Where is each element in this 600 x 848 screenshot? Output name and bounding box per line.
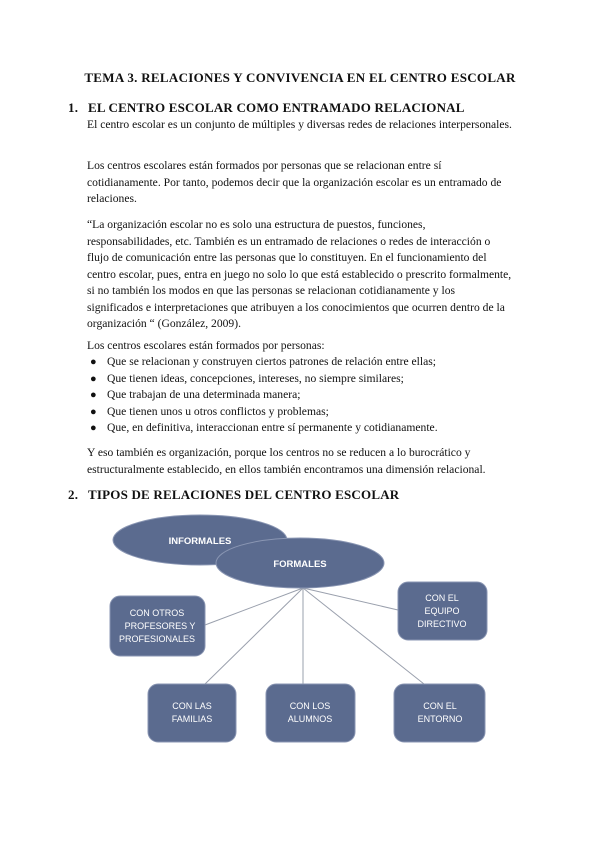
section-2-number: 2.	[68, 487, 79, 502]
entorno-node	[394, 684, 485, 742]
paragraph-quote: “La organización escolar no es solo una estructura de puestos, funciones, responsabilidades, etc. También es un entramado de relaciones o redes de interacción o flujo de comunicación entre las personas que lo constituyen. En el funcionamiento del centro escolar, pues, entra en juego no solo lo que está establecido o prescrito formalmente, si no también los modos en que las personas se relacionan cotidianamente y los significados e interpretaciones que atribuyen a los conocimientos que ocurren dentro de la organización “ (González, 2009).	[87, 218, 512, 330]
alumnos-node	[266, 684, 355, 742]
informales-label: INFORMALES	[168, 536, 232, 547]
directivo-label-1: CON EL	[425, 593, 459, 603]
list-intro: Los centros escolares están formados por personas:	[87, 339, 325, 352]
alumnos-label-2: ALUMNOS	[287, 714, 333, 724]
list-item: ● Que, en definitiva, interaccionan entre sí permanente y cotidianamente.	[87, 420, 517, 437]
bullet-icon: ●	[90, 356, 97, 368]
entorno-label-1: CON EL	[423, 701, 457, 711]
directivo-label-3: DIRECTIVO	[417, 619, 467, 629]
list-item: ● Que trabajan de una determinada manera;	[87, 387, 517, 404]
profesores-label-1: CON OTROS	[129, 608, 185, 618]
familias-label-2: FAMILIAS	[171, 714, 213, 724]
familias-node	[148, 684, 236, 742]
paragraph-intro: El centro escolar es un conjunto de múltiples y diversas redes de relaciones interpersonales.	[87, 118, 512, 131]
page-title: TEMA 3. RELACIONES Y CONVIVENCIA EN EL CENTRO ESCOLAR	[84, 70, 516, 85]
directivo-label-2: EQUIPO	[424, 606, 460, 616]
connector-line	[205, 588, 303, 625]
bullet-icon: ●	[90, 422, 97, 434]
alumnos-label-1: CON LOS	[289, 701, 331, 711]
entorno-label-2: ENTORNO	[417, 714, 463, 724]
formales-label: FORMALES	[273, 559, 327, 570]
section-2-title: TIPOS DE RELACIONES DEL CENTRO ESCOLAR	[88, 487, 400, 502]
bullet-icon: ●	[90, 405, 97, 418]
list-item: ● Que tienen unos u otros conflictos y problemas;	[87, 404, 517, 421]
familias-label-1: CON LAS	[172, 701, 212, 711]
profesores-label-3: PROFESIONALES	[118, 634, 196, 644]
profesores-label-2: PROFESORES Y	[124, 621, 196, 631]
list-item: ● Que se relacionan y construyen ciertos patrones de relación entre ellas;	[87, 354, 517, 371]
bullet-icon: ●	[90, 372, 97, 385]
paragraph-persons: Los centros escolares están formados por personas que se relacionan entre sí cotidianamente. Por tanto, podemos decir que la organización escolar es un entramado de relaciones.	[87, 159, 502, 205]
paragraph-closing: Y eso también es organización, porque los centros no se reducen a lo burocrático y estructuralmente establecido, en ellos también encontramos una dimensión relacional.	[87, 446, 486, 476]
section-1-number: 1.	[68, 100, 79, 115]
section-1-title: EL CENTRO ESCOLAR COMO ENTRAMADO RELACIONAL	[88, 100, 465, 115]
connector-line	[205, 588, 303, 684]
bullet-icon: ●	[90, 389, 97, 401]
diagram-connectors	[205, 588, 424, 684]
list-item: ● Que tienen ideas, concepciones, intereses, no siempre similares;	[87, 371, 517, 388]
